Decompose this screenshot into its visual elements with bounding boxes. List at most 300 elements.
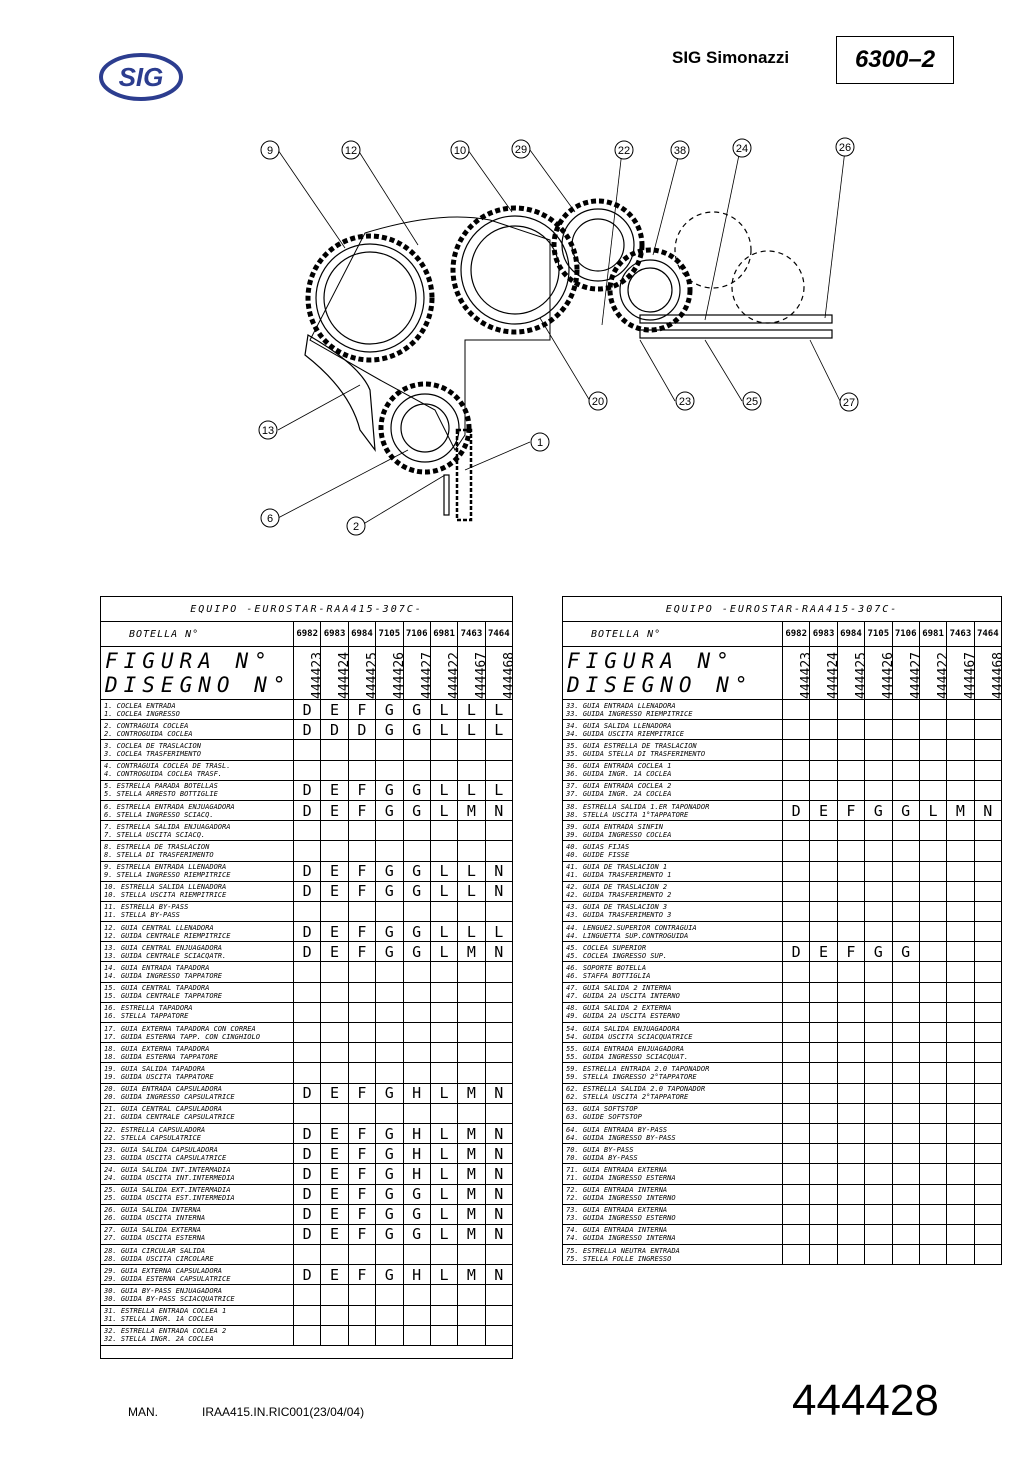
part-variant-cell: L: [458, 922, 485, 942]
part-variant-cell: G: [376, 780, 403, 800]
part-variant-cell: [974, 922, 1001, 942]
part-description: [101, 760, 294, 780]
part-description: [101, 1123, 294, 1143]
table-row: [563, 700, 1002, 720]
figura-disegno-label: [101, 647, 294, 700]
part-variant-cell: [458, 821, 485, 841]
table-row: [563, 861, 1002, 881]
part-name-es: 5. ESTRELLA PARADA BOTELLAS: [104, 782, 218, 791]
part-variant-cell: [892, 720, 919, 740]
part-name-es: 43. GUIA DE TRASLACION 3: [566, 903, 668, 912]
part-variant-cell: L: [430, 720, 457, 740]
part-variant-cell: [430, 841, 457, 861]
botella-number: 6982: [783, 622, 810, 647]
part-variant-cell: [837, 1103, 864, 1123]
part-variant-cell: [919, 821, 946, 841]
botella-number: 6984: [348, 622, 375, 647]
part-name-it: 19. GUIDA USCITA TAPPATORE: [104, 1072, 214, 1081]
svg-text:25: 25: [745, 396, 759, 408]
svg-text:2: 2: [352, 521, 360, 533]
table-row: [101, 1265, 513, 1285]
part-variant-cell: [458, 962, 485, 982]
figura-number-text: 444423: [798, 651, 814, 699]
part-variant-cell: [837, 760, 864, 780]
botella-number: 7105: [865, 622, 892, 647]
part-variant-cell: [974, 901, 1001, 921]
table-row: [563, 841, 1002, 861]
part-description: [101, 821, 294, 841]
part-variant-cell: N: [485, 1184, 512, 1204]
part-description: [563, 1002, 783, 1022]
part-description: [563, 1204, 783, 1224]
figura-number-text: 444424: [826, 651, 842, 699]
part-variant-cell: [892, 760, 919, 780]
table-row: [101, 861, 513, 881]
part-variant-cell: [919, 901, 946, 921]
part-variant-cell: [458, 1103, 485, 1123]
botella-label: BOTELLA N°: [563, 622, 783, 647]
part-name-it: 17. GUIDA ESTERNA TAPP. CON CINGHIOLO: [104, 1032, 260, 1041]
table-row: [563, 1043, 1002, 1063]
part-variant-cell: [485, 1325, 512, 1345]
figura-row: [101, 647, 513, 700]
part-variant-cell: E: [321, 1144, 348, 1164]
part-variant-cell: [403, 1023, 430, 1043]
part-variant-cell: L: [458, 780, 485, 800]
part-variant-cell: [974, 1224, 1001, 1244]
part-variant-cell: [783, 780, 810, 800]
part-name-es: 28. GUIA CIRCULAR SALIDA: [104, 1246, 206, 1255]
callout-29: [512, 140, 530, 158]
botella-number: 7464: [485, 622, 512, 647]
table-row: [563, 780, 1002, 800]
part-variant-cell: [892, 821, 919, 841]
part-name-it: 44. LINGUETTA SUP.CONTROGUIDA: [566, 931, 689, 940]
part-variant-cell: E: [321, 800, 348, 820]
part-variant-cell: [865, 1023, 892, 1043]
part-variant-cell: [974, 1083, 1001, 1103]
part-variant-cell: [376, 841, 403, 861]
part-description: [563, 1023, 783, 1043]
part-name-it: 6. STELLA INGRESSO SCIACQ.: [104, 810, 214, 819]
part-variant-cell: [837, 1144, 864, 1164]
part-variant-cell: [403, 841, 430, 861]
part-name-it: 2. CONTROGUIDA COCLEA: [104, 729, 193, 738]
part-name-es: 22. ESTRELLA CAPSULADORA: [104, 1125, 206, 1134]
part-variant-cell: [458, 841, 485, 861]
part-variant-cell: [810, 1063, 837, 1083]
part-variant-cell: D: [783, 800, 810, 820]
part-name-es: 55. GUIA ENTRADA ENJUAGADORA: [566, 1044, 685, 1053]
part-variant-cell: [919, 1224, 946, 1244]
part-variant-cell: [892, 1103, 919, 1123]
botella-number: 6983: [321, 622, 348, 647]
table-row: [101, 1285, 513, 1305]
part-variant-cell: [810, 760, 837, 780]
part-variant-cell: [892, 1023, 919, 1043]
part-variant-cell: F: [837, 942, 864, 962]
table-row: [101, 720, 513, 740]
part-variant-cell: [974, 861, 1001, 881]
table-row: [563, 1023, 1002, 1043]
part-name-it: 16. STELLA TAPPATORE: [104, 1012, 189, 1021]
part-variant-cell: L: [430, 1083, 457, 1103]
table-row: [563, 982, 1002, 1002]
part-variant-cell: [810, 1224, 837, 1244]
part-variant-cell: [458, 1325, 485, 1345]
part-variant-cell: E: [321, 1164, 348, 1184]
part-variant-cell: D: [294, 1164, 321, 1184]
part-variant-cell: L: [458, 700, 485, 720]
table-row: [101, 1245, 513, 1265]
part-name-es: 20. GUIA ENTRADA CAPSULADORA: [104, 1085, 223, 1094]
part-name-it: 14. GUIDA INGRESSO TAPPATORE: [104, 972, 223, 981]
part-name-es: 3. COCLEA DE TRASLACION: [104, 741, 201, 750]
part-variant-cell: [458, 1285, 485, 1305]
part-variant-cell: [892, 1043, 919, 1063]
brand-name: SIG Simonazzi: [672, 48, 790, 67]
part-name-it: 46. STAFFA BOTTIGLIA: [566, 972, 651, 981]
part-variant-cell: E: [321, 1083, 348, 1103]
part-name-es: 17. GUIA EXTERNA TAPADORA CON CORREA: [104, 1024, 256, 1033]
part-variant-cell: [974, 700, 1001, 720]
part-variant-cell: [892, 962, 919, 982]
part-variant-cell: D: [294, 1204, 321, 1224]
part-name-it: 36. GUIDA INGR. 1A COCLEA: [566, 770, 672, 779]
part-name-it: 20. GUIDA INGRESSO CAPSULATRICE: [104, 1093, 235, 1102]
part-name-it: 11. STELLA BY-PASS: [104, 911, 180, 920]
parts-table-left: [100, 596, 517, 1359]
part-variant-cell: [837, 1002, 864, 1022]
part-variant-cell: [376, 740, 403, 760]
table-row: [101, 821, 513, 841]
part-variant-cell: [919, 922, 946, 942]
equipo-title: EQUIPO -EUROSTAR-RAA415-307C-: [101, 597, 513, 622]
sig-logo: [98, 52, 184, 102]
part-variant-cell: G: [376, 720, 403, 740]
part-variant-cell: D: [294, 1184, 321, 1204]
part-description: [101, 841, 294, 861]
part-name-it: 40. GUIDE FISSE: [566, 850, 630, 859]
table-row: [101, 1224, 513, 1244]
part-name-es: 37. GUIA ENTRADA COCLEA 2: [566, 782, 672, 791]
part-variant-cell: [974, 881, 1001, 901]
callout-26: [836, 138, 854, 156]
part-variant-cell: [430, 1325, 457, 1345]
table-row: [101, 800, 513, 820]
part-variant-cell: M: [458, 1184, 485, 1204]
figura-number-text: 444426: [392, 651, 408, 699]
part-variant-cell: [865, 740, 892, 760]
table-row: [101, 700, 513, 720]
part-variant-cell: M: [458, 1224, 485, 1244]
part-description: [563, 1103, 783, 1123]
part-name-es: 10. ESTRELLA SALIDA LLENADORA: [104, 883, 227, 892]
part-name-it: 32. STELLA INGR. 2A COCLEA: [104, 1335, 214, 1344]
part-variant-cell: [485, 901, 512, 921]
part-variant-cell: [947, 821, 974, 841]
part-variant-cell: G: [892, 942, 919, 962]
callout-13: [259, 421, 277, 439]
part-variant-cell: [974, 1164, 1001, 1184]
part-variant-cell: E: [321, 1204, 348, 1224]
footer-man-label: MAN.: [128, 1405, 158, 1419]
part-name-it: 8. STELLA DI TRASFERIMENTO: [104, 850, 214, 859]
part-variant-cell: [947, 1224, 974, 1244]
part-description: [563, 760, 783, 780]
part-name-es: 62. ESTRELLA SALIDA 2.0 TAPONADOR: [566, 1085, 706, 1094]
part-description: [101, 1023, 294, 1043]
part-variant-cell: [974, 1063, 1001, 1083]
part-variant-cell: [947, 881, 974, 901]
table-row: [563, 821, 1002, 841]
table-row: [101, 1083, 513, 1103]
part-variant-cell: [783, 1123, 810, 1143]
part-variant-cell: [376, 821, 403, 841]
part-variant-cell: [403, 1285, 430, 1305]
part-name-es: 32. ESTRELLA ENTRADA COCLEA 2: [104, 1327, 227, 1336]
part-name-es: 64. GUIA ENTRADA BY-PASS: [566, 1125, 668, 1134]
part-name-es: 45. COCLEA SUPERIOR: [566, 943, 647, 952]
part-variant-cell: [458, 1043, 485, 1063]
part-variant-cell: [810, 1103, 837, 1123]
part-variant-cell: G: [403, 780, 430, 800]
part-variant-cell: [403, 901, 430, 921]
part-name-it: 28. GUIDA USCITA CIRCOLARE: [104, 1254, 214, 1263]
part-variant-cell: [430, 740, 457, 760]
table-row: [101, 1305, 513, 1325]
part-name-it: 3. COCLEA TRASFERIMENTO: [104, 749, 201, 758]
part-variant-cell: F: [348, 1204, 375, 1224]
svg-text:22: 22: [617, 145, 631, 157]
callout-1: [531, 433, 549, 451]
part-name-es: 48. GUIA SALIDA 2 EXTERNA: [566, 1004, 672, 1013]
part-variant-cell: L: [430, 800, 457, 820]
part-variant-cell: E: [810, 942, 837, 962]
part-variant-cell: [947, 982, 974, 1002]
part-variant-cell: [430, 1063, 457, 1083]
part-variant-cell: [348, 962, 375, 982]
part-description: [563, 841, 783, 861]
part-variant-cell: [294, 821, 321, 841]
part-variant-cell: [919, 1184, 946, 1204]
part-name-it: 38. STELLA USCITA 1°TAPPATORE: [566, 810, 689, 819]
part-variant-cell: [376, 1043, 403, 1063]
part-variant-cell: [947, 1144, 974, 1164]
part-variant-cell: L: [430, 881, 457, 901]
part-name-it: 37. GUIDA INGR. 2A COCLEA: [566, 790, 672, 799]
part-variant-cell: [783, 881, 810, 901]
part-variant-cell: F: [348, 800, 375, 820]
part-variant-cell: G: [376, 1204, 403, 1224]
part-variant-cell: M: [947, 800, 974, 820]
botella-number: 7464: [974, 622, 1001, 647]
callout-6: [261, 509, 279, 527]
svg-text:26: 26: [838, 142, 852, 154]
part-variant-cell: [294, 901, 321, 921]
part-name-it: 26. GUIDA USCITA INTERNA: [104, 1214, 206, 1223]
part-description: [101, 1103, 294, 1123]
part-name-it: 41. GUIDA TRASFERIMENTO 1: [566, 871, 672, 880]
part-variant-cell: E: [321, 881, 348, 901]
part-variant-cell: [783, 1083, 810, 1103]
part-name-es: 7. ESTRELLA SALIDA ENJUAGADORA: [104, 822, 231, 831]
part-variant-cell: [947, 1083, 974, 1103]
part-variant-cell: [485, 1245, 512, 1265]
part-variant-cell: [947, 942, 974, 962]
table-row: [563, 942, 1002, 962]
part-variant-cell: M: [458, 1204, 485, 1224]
part-variant-cell: [810, 881, 837, 901]
part-variant-cell: E: [321, 1265, 348, 1285]
part-variant-cell: [919, 962, 946, 982]
part-variant-cell: D: [294, 861, 321, 881]
part-variant-cell: [810, 1144, 837, 1164]
part-variant-cell: [485, 1063, 512, 1083]
part-variant-cell: [403, 760, 430, 780]
part-name-es: 40. GUIAS FIJAS: [566, 842, 630, 851]
part-variant-cell: D: [294, 1224, 321, 1244]
part-variant-cell: [947, 861, 974, 881]
part-description: [101, 1043, 294, 1063]
part-name-it: 73. GUIDA INGRESSO ESTERNO: [566, 1214, 676, 1223]
part-variant-cell: M: [458, 1265, 485, 1285]
part-variant-cell: [865, 1204, 892, 1224]
part-variant-cell: [837, 841, 864, 861]
svg-text:10: 10: [453, 145, 467, 157]
part-variant-cell: [892, 881, 919, 901]
part-variant-cell: [919, 1063, 946, 1083]
botella-number: 6981: [919, 622, 946, 647]
part-variant-cell: N: [485, 1144, 512, 1164]
part-description: [563, 1083, 783, 1103]
part-variant-cell: L: [430, 700, 457, 720]
part-description: [563, 1224, 783, 1244]
part-variant-cell: N: [485, 1265, 512, 1285]
botella-number: 7105: [376, 622, 403, 647]
part-variant-cell: E: [321, 922, 348, 942]
part-variant-cell: [348, 1305, 375, 1325]
part-description: [101, 1002, 294, 1022]
part-variant-cell: G: [376, 800, 403, 820]
parts-table-right-body: [563, 597, 1006, 1265]
part-name-es: 13. GUIA CENTRAL ENJUAGADORA: [104, 943, 223, 952]
part-variant-cell: [837, 1123, 864, 1143]
part-variant-cell: [783, 861, 810, 881]
part-variant-cell: [892, 1204, 919, 1224]
part-name-it: 75. STELLA FOLLE INGRESSO: [566, 1254, 672, 1263]
part-variant-cell: [892, 780, 919, 800]
part-variant-cell: [348, 1023, 375, 1043]
part-variant-cell: [837, 1184, 864, 1204]
part-variant-cell: L: [485, 922, 512, 942]
part-variant-cell: [783, 1103, 810, 1123]
part-variant-cell: [919, 1103, 946, 1123]
part-variant-cell: L: [430, 1184, 457, 1204]
part-description: [101, 861, 294, 881]
part-name-es: 18. GUIA EXTERNA TAPADORA: [104, 1044, 210, 1053]
part-name-it: 49. GUIDA 2A USCITA ESTERNO: [566, 1012, 680, 1021]
part-variant-cell: [974, 1204, 1001, 1224]
part-variant-cell: L: [430, 1265, 457, 1285]
part-variant-cell: [865, 881, 892, 901]
part-name-es: 8. ESTRELLA DE TRASLACION: [104, 842, 210, 851]
part-variant-cell: L: [430, 1164, 457, 1184]
part-variant-cell: D: [294, 780, 321, 800]
part-variant-cell: [430, 1285, 457, 1305]
part-variant-cell: [294, 1063, 321, 1083]
part-description: [563, 1164, 783, 1184]
part-variant-cell: [810, 780, 837, 800]
botella-number: 6983: [810, 622, 837, 647]
part-variant-cell: [947, 720, 974, 740]
part-variant-cell: [810, 841, 837, 861]
part-description: [101, 740, 294, 760]
part-variant-cell: E: [321, 780, 348, 800]
part-variant-cell: [947, 760, 974, 780]
part-variant-cell: [810, 1164, 837, 1184]
part-variant-cell: L: [430, 942, 457, 962]
part-variant-cell: [348, 740, 375, 760]
part-variant-cell: [458, 901, 485, 921]
part-name-it: 25. GUIDA USCITA EST.INTERMEDIA: [104, 1194, 235, 1203]
part-name-es: 1. COCLEA ENTRADA: [104, 701, 176, 710]
botella-number: 7106: [892, 622, 919, 647]
part-name-it: 35. GUIDA STELLA DI TRASFERIMENTO: [566, 749, 706, 758]
botella-label: BOTELLA N°: [101, 622, 294, 647]
part-variant-cell: [783, 1184, 810, 1204]
part-variant-cell: [321, 740, 348, 760]
callout-25: [743, 392, 761, 410]
table-row: [563, 1245, 1002, 1265]
part-name-es: 16. ESTRELLA TAPADORA: [104, 1004, 193, 1013]
part-variant-cell: [947, 780, 974, 800]
part-variant-cell: [348, 1002, 375, 1022]
part-name-es: 14. GUIA ENTRADA TAPADORA: [104, 964, 210, 973]
drawing-number: 444428: [792, 1376, 939, 1425]
table-row: [101, 740, 513, 760]
figura-number-text: 444423: [309, 651, 325, 699]
part-variant-cell: M: [458, 942, 485, 962]
part-description: [101, 1245, 294, 1265]
part-variant-cell: [294, 1103, 321, 1123]
part-variant-cell: [865, 1063, 892, 1083]
part-variant-cell: [783, 821, 810, 841]
figura-disegno-label: [563, 647, 783, 700]
part-variant-cell: [919, 1043, 946, 1063]
part-name-es: 54. GUIA SALIDA ENJUAGADORA: [566, 1024, 680, 1033]
part-variant-cell: L: [430, 1144, 457, 1164]
part-name-it: 30. GUIDA BY-PASS SCIACQUATRICE: [104, 1295, 235, 1304]
callout-22: [615, 141, 633, 159]
part-description: [563, 1144, 783, 1164]
part-name-es: 6. ESTRELLA ENTRADA ENJUAGADORA: [104, 802, 235, 811]
part-description: [563, 861, 783, 881]
part-description: [563, 1245, 783, 1265]
figura-number: [403, 647, 435, 700]
part-variant-cell: [430, 982, 457, 1002]
part-variant-cell: [810, 700, 837, 720]
part-variant-cell: [974, 841, 1001, 861]
part-variant-cell: [947, 962, 974, 982]
part-variant-cell: [865, 760, 892, 780]
part-variant-cell: G: [403, 1224, 430, 1244]
part-variant-cell: [485, 821, 512, 841]
figura-number-text: 444425: [364, 651, 380, 699]
part-variant-cell: [458, 1245, 485, 1265]
part-description: [563, 1063, 783, 1083]
part-variant-cell: [919, 700, 946, 720]
